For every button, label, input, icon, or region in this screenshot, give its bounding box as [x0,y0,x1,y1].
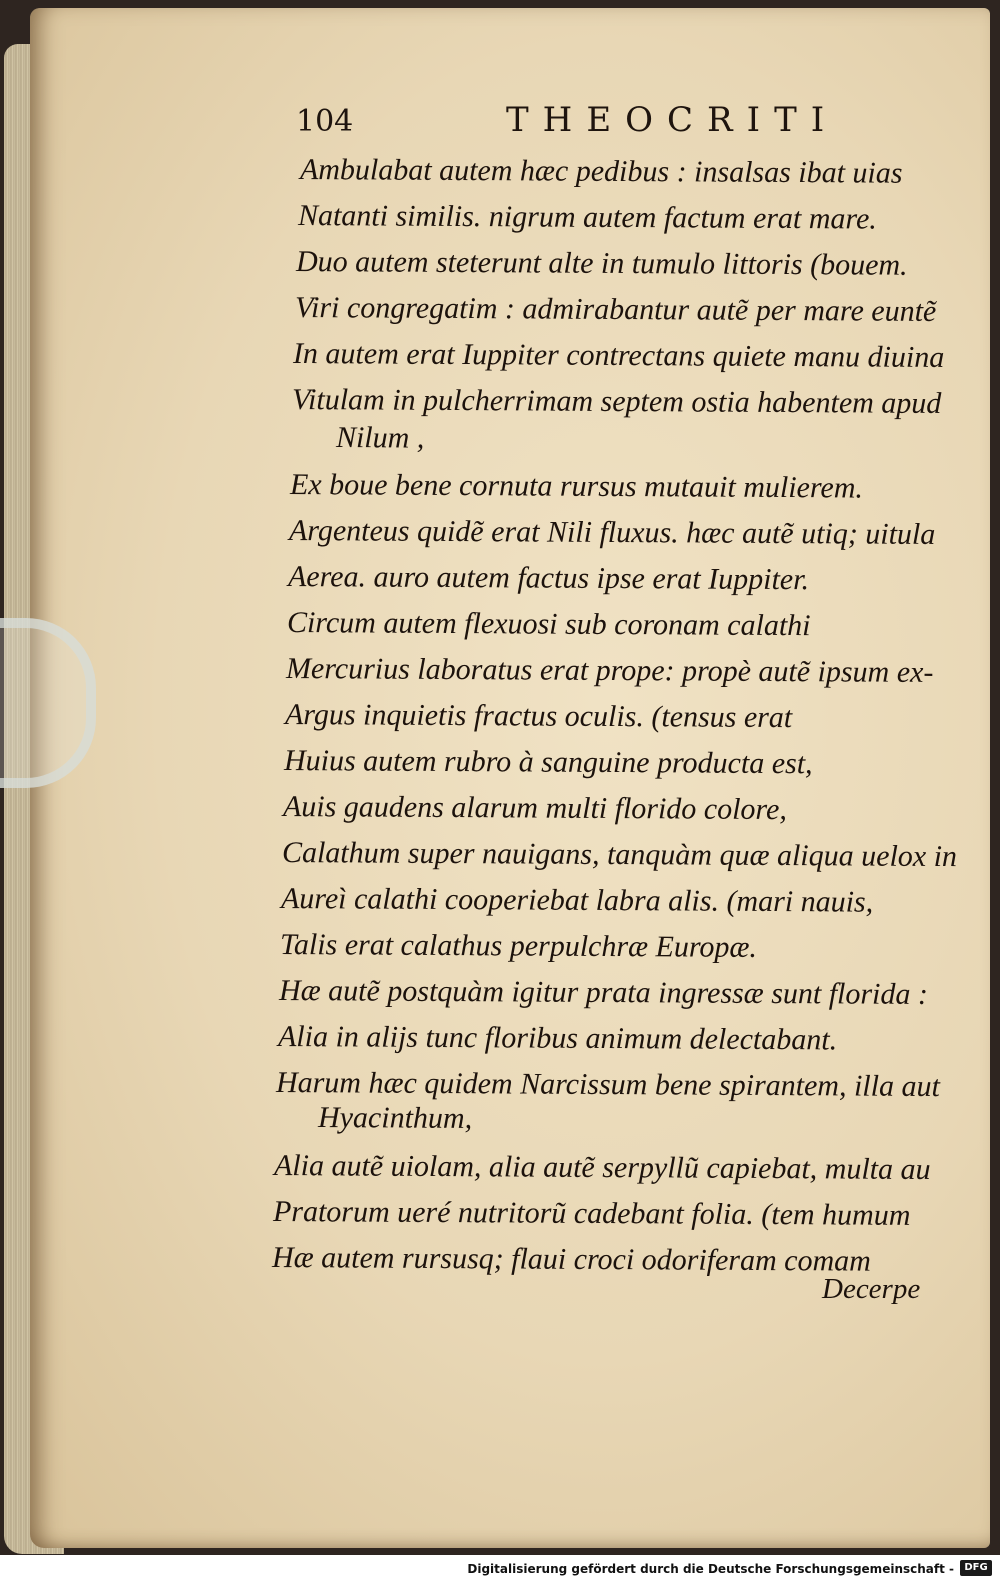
text-line: Argus inquietis fractus oculis. (tensus erat [284,698,793,735]
text-line: Viri congregatim : admirabantur autẽ per mare euntẽ [294,291,937,328]
text-line: Huius autem rubro à sanguine producta est, [283,744,813,781]
dfg-logo: DFG [960,1560,992,1576]
text-line: Pratorum ueré nutritorũ cadebant folia. (tem humum [272,1195,911,1232]
text-line: In autem erat Iuppiter contrectans quiete manu diuina [292,337,945,374]
text-line: Mercurius laboratus erat prope: propè autẽ ipsum ex- [285,652,934,689]
page-number: 104 [296,104,354,139]
text-line: Duo autem steterunt alte in tumulo littoris (bouem. [295,245,908,282]
text-line: Natanti similis. nigrum autem factum erat mare. [297,199,877,236]
text-line: Calathum super nauigans, tanquàm quæ aliqua uelox in [281,836,958,874]
footer-credit: Digitalisierung gefördert durch die Deutsche Forschungsgemeinschaft - [467,1562,954,1576]
text-line: Alia autẽ uiolam, alia autẽ serpyllũ capiebat, multa au [273,1149,931,1187]
text-line: Nilum , [335,421,425,455]
text-line: Talis erat calathus perpulchræ Europæ. [279,928,758,964]
text-line: Circum autem flexuosi sub coronam calathi [286,606,811,643]
running-head: THEOCRITI [506,100,839,140]
text-line: Hæ autem rursusq; flaui croci odoriferam comam [271,1241,871,1278]
text-line: Ambulabat autem hæc pedibus : insalsas ibat uias [299,153,903,190]
text-line: Hæ autẽ postquàm igitur prata ingressæ sunt florida : [278,974,929,1011]
text-line: Auis gaudens alarum multi florido colore, [282,790,787,827]
text-line: Aerea. auro autem factus ipse erat Iuppiter. [287,560,810,597]
catchword: Decerpe [822,1273,921,1305]
text-line: Harum hæc quidem Narcissum bene spirantem, illa aut [275,1066,940,1104]
text-line: Hyacinthum, [317,1101,473,1135]
text-line: Ex boue bene cornuta rursus mutauit mulierem. [289,468,864,505]
text-line: Argenteus quidẽ erat Nili fluxus. hæc autẽ utiq; uitula [288,514,936,551]
text-line: Vitulam in pulcherrimam septem ostia habentem apud [291,383,942,420]
text-line: Alia in alijs tunc floribus animum delectabant. [277,1020,838,1057]
text-line: Aureì calathi cooperiebat labra alis. (mari nauis, [280,882,874,919]
